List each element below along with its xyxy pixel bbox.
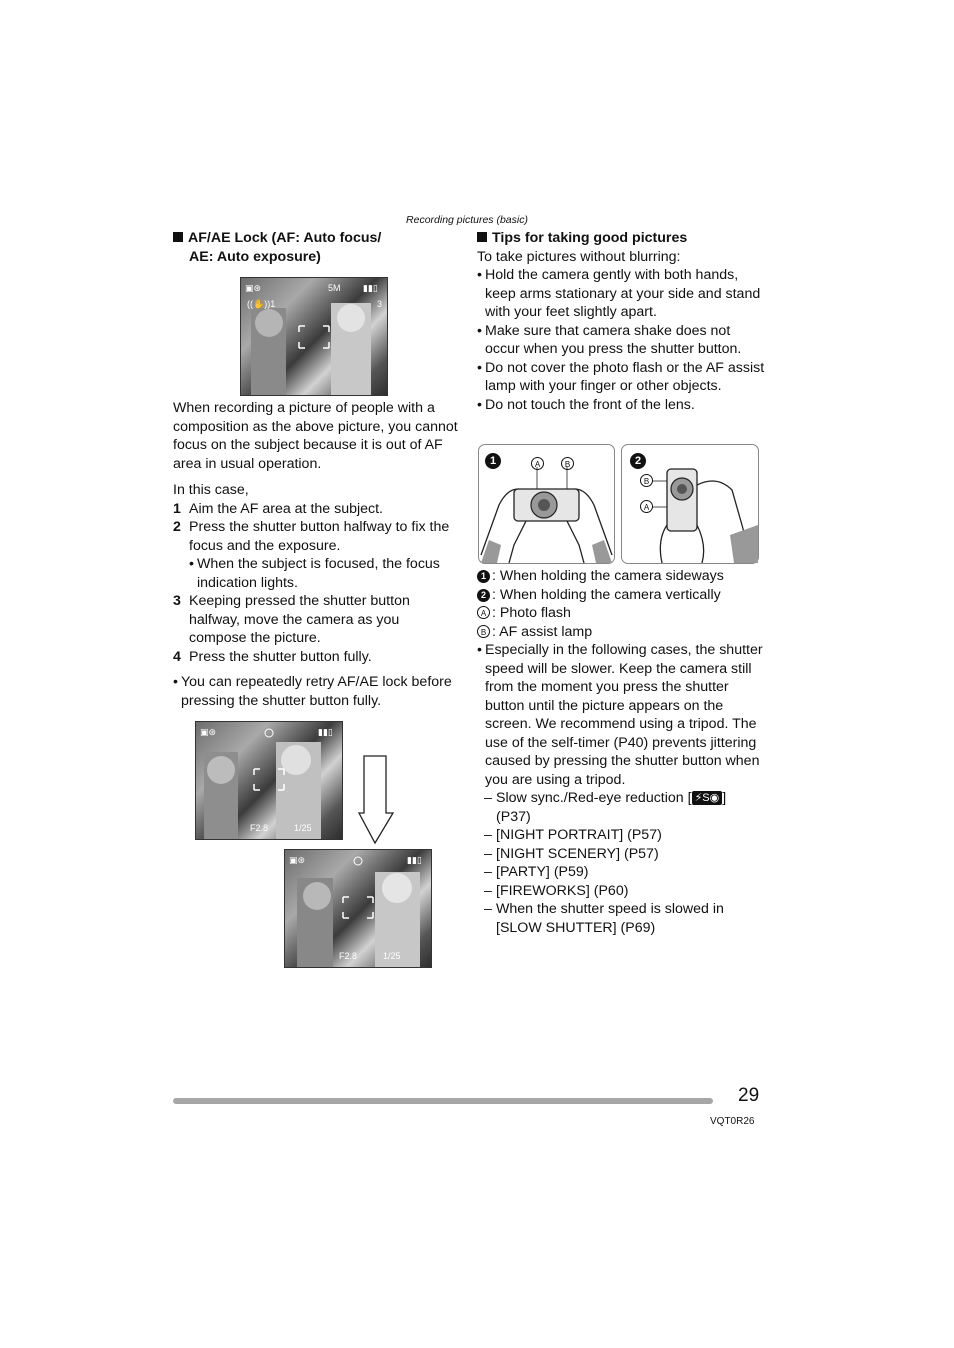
label-a: A [531, 457, 544, 470]
figure-legend [477, 567, 767, 937]
legend-item: 2 : When holding the camera vertically [477, 586, 767, 605]
tip-bullet: • Hold the camera gently with both hands, keep arms stationary at your side and stand with your feet slightly apart. [477, 266, 767, 322]
tip-bullet: • Make sure that camera shake does not occur when you press the shutter button. [477, 322, 767, 359]
case-item: – [NIGHT SCENERY] (P57) [477, 845, 767, 864]
scene-illustration [285, 850, 431, 967]
shutter-value: 1/25 [294, 823, 312, 833]
step-2: 2 Press the shutter button halfway to fix the focus and the exposure. [173, 519, 450, 554]
figure-number-1: 1 [485, 453, 501, 469]
mode-icon: ▣⊛ [289, 855, 306, 865]
label-b: B [640, 474, 653, 487]
battery-icon: ▮▮▯ [318, 727, 333, 737]
picture-size-indicator: 5M [328, 283, 341, 293]
retry-note: • You can repeatedly retry AF/AE lock before pressing the shutter button fully. [173, 673, 458, 710]
step-3: 3 Keeping pressed the shutter button halfway, move the camera as you compose the picture. [173, 593, 410, 646]
model-code: VQT0R26 [710, 1116, 755, 1127]
case-slow-sync: – Slow sync./Red-eye reduction [ ⚡S◉ ] (P37) [477, 789, 767, 826]
lcd-screen-before-lock [240, 277, 388, 396]
lcd-screen-recomposed [284, 849, 432, 968]
battery-icon: ▮▮▯ [363, 283, 378, 293]
case-item: – [NIGHT PORTRAIT] (P57) [477, 826, 767, 845]
legend-item: A : Photo flash [477, 604, 767, 623]
step-4: 4 Press the shutter button fully. [173, 648, 372, 665]
battery-icon: ▮▮▯ [407, 855, 422, 865]
figure-number-2: 2 [630, 453, 646, 469]
tips-section: Tips for taking good pictures To take pictures without blurring: • Hold the camera gently with both hands, keep arms stationary at your side and stand with your feet slightly apart. • Make sure that camera shake does not occur when you press the shutter button. • Do not cover the photo flash or the AF assist lamp with your finger or other objects. • Do not touch the front of the lens. [477, 229, 767, 414]
scene-illustration [196, 722, 342, 839]
intro-paragraph: When recording a picture of people with a composition as the above picture, you cannot focus on the subject because it is out of AF area in usual operation. [173, 400, 458, 472]
mode-icon: ▣⊛ [245, 283, 262, 293]
down-arrow-icon [358, 755, 394, 845]
page-number: 29 [738, 1085, 760, 1106]
case-item: – [FIREWORKS] (P60) [477, 882, 767, 901]
shutter-value: 1/25 [383, 951, 401, 961]
square-bullet-icon [477, 232, 487, 242]
label-b: B [561, 457, 574, 470]
legend-item: 1 : When holding the camera sideways [477, 567, 767, 586]
case-item: – [PARTY] (P59) [477, 863, 767, 882]
aperture-value: F2.8 [339, 951, 358, 961]
lcd-screen-focused [195, 721, 343, 840]
step-1: 1 Aim the AF area at the subject. [173, 500, 383, 517]
tip-bullet: • Do not cover the photo flash or the AF assist lamp with your finger or other objects. [477, 359, 767, 396]
label-a: A [640, 500, 653, 513]
af-ae-lock-title: AF/AE Lock (AF: Auto focus/ AE: Auto exposure) [173, 229, 458, 266]
figure-holding-vertically [621, 444, 759, 564]
running-header: Recording pictures (basic) [406, 214, 528, 226]
tip-bullet: • Do not touch the front of the lens. [477, 396, 767, 415]
step-2-note: • When the subject is focused, the focus indication lights. [173, 555, 458, 592]
stabilizer-icon: ((✋))1 [247, 299, 276, 309]
instructions: In this case, 1 Aim the AF area at the subject. 2 Press the shutter button halfway to fix the focus and the exposure. • When the subject is focused, the focus indication lights. 3 Keeping pressed the shutter button halfway, move the camera as you compose the picture. 4 Press the shutter button fully. [173, 481, 458, 666]
remaining-pictures: 3 [377, 299, 383, 309]
legend-item: B : AF assist lamp [477, 623, 767, 642]
footer-divider-bar [173, 1098, 713, 1104]
square-bullet-icon [173, 232, 183, 242]
slow-sync-red-eye-icon: ⚡S◉ [692, 791, 723, 805]
aperture-value: F2.8 [250, 823, 269, 833]
figure-holding-sideways [478, 444, 615, 564]
scene-illustration [241, 278, 387, 395]
mode-icon: ▣⊛ [200, 727, 217, 737]
slow-shutter-note: • Especially in the following cases, the shutter speed will be slower. Keep the camera still from the moment you press the shutter button until the picture appears on the screen. We recommend using a tripod. The use of the self-timer (P40) prevents jittering caused by pressing the shutter button when you are using a tripod. [477, 641, 767, 789]
case-item: – When the shutter speed is slowed in [SLOW SHUTTER] (P69) [477, 900, 767, 937]
